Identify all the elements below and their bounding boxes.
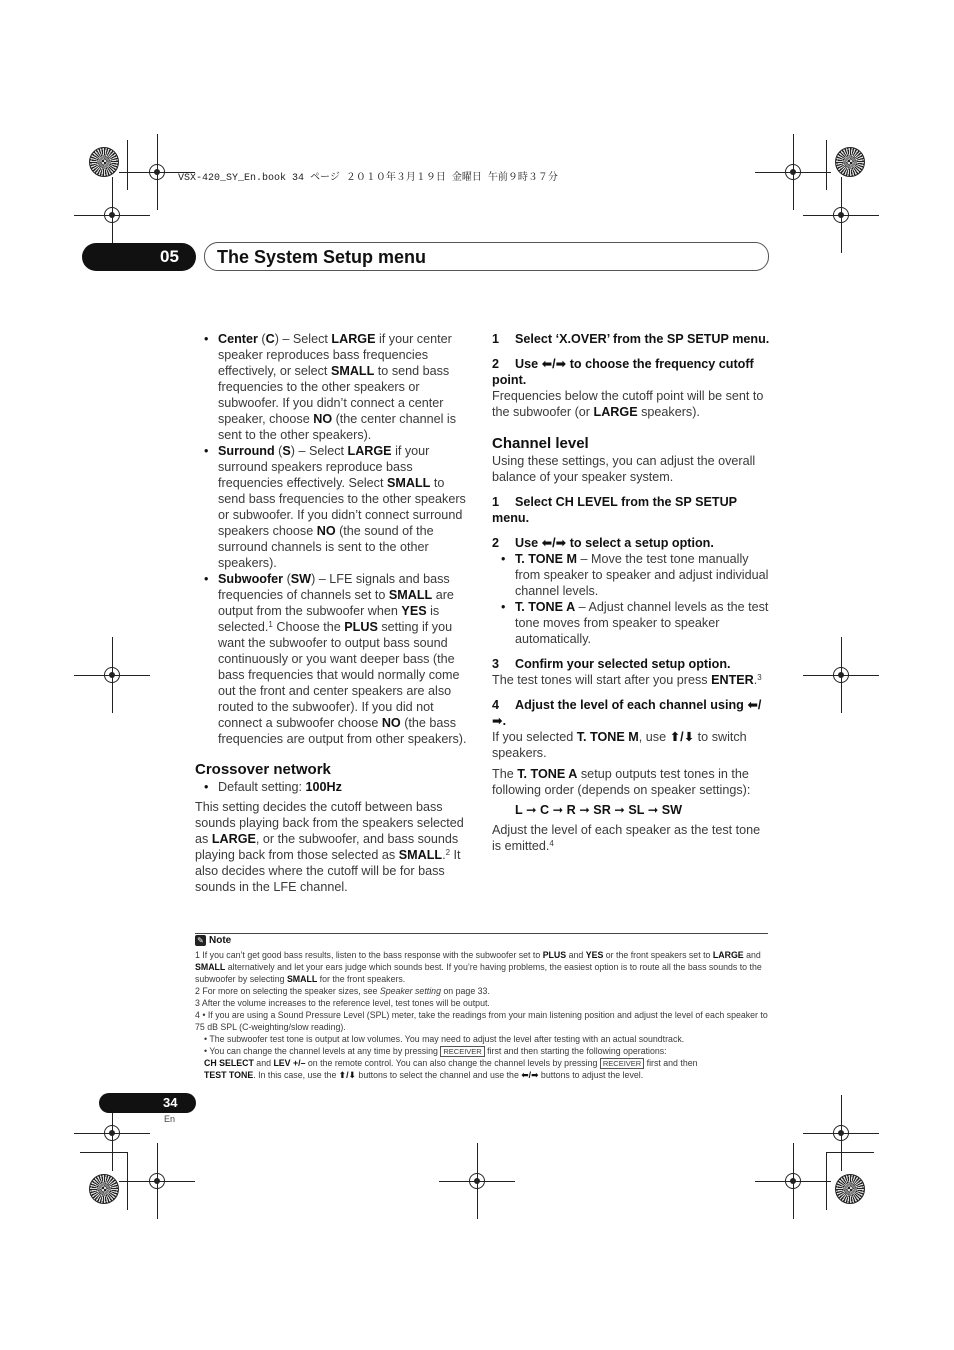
channel-step-4: 4 Adjust the level of each channel using ⬅/➡. <box>492 698 762 728</box>
bullet-tone-m: • T. TONE M – Move the test tone manually from speaker to speaker and adjust individual channel levels. <box>492 551 770 599</box>
channel-step-3-body: The test tones will start after you press ENTER.$^3$ <box>492 673 762 687</box>
receiver-key: RECEIVER <box>600 1058 644 1069</box>
channel-level-heading: Channel level <box>492 435 589 452</box>
final-text: Adjust the level of each speaker as the test tone is emitted.$^4$ <box>492 823 761 853</box>
page-badge <box>99 1093 196 1113</box>
registration-burst-icon <box>89 1174 119 1204</box>
print-header-line: VSX-420_SY_En.book 34 ページ ２０１０年３月１９日 金曜日 午前９時３７分 <box>178 173 558 184</box>
channel-level-intro: Using these settings, you can adjust the overall balance of your speaker system. <box>492 454 756 484</box>
tone-a-order-text: The T. TONE A setup outputs test tones in the following order (depends on speaker settings): <box>492 767 751 797</box>
registration-burst-icon <box>835 1174 865 1204</box>
bullet-subwoofer: • Subwoofer (SW) – LFE signals and bass frequencies of channels set to SMALL are output from the subwoofer when YES is selected.$^1$ Choose the PLUS setting if you want the subwoofer to output bass sound continuously or you want deeper bass (the bass frequencies that would normally come out the front and center speakers are also routed to the subwoofer). If you did not connect a subwoofer choose NO (the bass frequencies are output from other speakers). <box>195 571 470 747</box>
crossover-description: This setting decides the cutoff between bass sounds playing back from the speakers selected as LARGE, or the subwoofer, and bass sounds playing back from those selected as SMALL.$^2$ It also decides where the cutoff will be for bass sounds in the LFE channel. <box>195 800 464 894</box>
footnote-2: 2 For more on selecting the speaker sizes, see Speaker setting on page 33. <box>195 986 490 997</box>
step-2: 2 Use ⬅/➡ to choose the frequency cutoff point. <box>492 357 754 387</box>
right-column <box>492 331 770 854</box>
registration-burst-icon <box>835 147 865 177</box>
step-1: 1 Select ‘X.OVER’ from the SP SETUP menu. <box>492 332 770 346</box>
footnote-4a: 4 • If you are using a Sound Pressure Level (SPL) meter, take the readings from your main listening position and adjust the level of each speaker to 75 dB SPL (C-weighting/slow reading). <box>195 1010 768 1033</box>
channel-step-3: 3 Confirm your selected setup option. <box>492 657 731 671</box>
footnote-1: 1 If you can’t get good bass results, listen to the bass response with the subwoofer set to PLUS and YES or the front speakers set to LARGE and SMALL alternatively and let your ears judge which sounds best. If you’re having problems, the easiest option is to route all the bass sounds to the subwoofer by selecting SMALL for the front speakers. <box>195 950 762 985</box>
note-icon: ✎ <box>195 935 206 946</box>
default-setting: • Default setting: 100Hz <box>195 779 470 795</box>
footnote-4d: CH SELECT and LEV +/– on the remote control. You can also change the channel levels by pressing RECEIVER first and then <box>204 1058 698 1069</box>
chapter-title: The System Setup menu <box>217 247 427 267</box>
bullet-tone-a: • T. TONE A – Adjust channel levels as the test tone moves from speaker to speaker automatically. <box>492 599 770 647</box>
notes-label: ✎ Note <box>195 935 768 947</box>
footnote-4c: • You can change the channel levels at any time by pressing RECEIVER first and then starting the following operations: <box>204 1046 667 1057</box>
bullet-center: • Center (C) – Select LARGE if your center speaker reproduces bass frequencies effectively, or select SMALL to send bass frequencies to the other speakers or subwoofer. If you didn’t connect a center speaker, choose NO (the center channel is sent to the other speakers). <box>195 331 470 443</box>
chapter-number: 05 <box>160 247 179 266</box>
channel-step-1: 1 Select CH LEVEL from the SP SETUP menu. <box>492 495 737 525</box>
crossover-heading: Crossover network <box>195 761 331 778</box>
footnotes <box>195 933 768 1081</box>
receiver-key: RECEIVER <box>440 1046 484 1057</box>
left-column <box>195 331 470 895</box>
channel-step-2: 2 Use ⬅/➡ to select a setup option. <box>492 536 714 550</box>
step-2-body: Frequencies below the cutoff point will be sent to the subwoofer (or LARGE speakers). <box>492 389 764 419</box>
footnote-3: 3 After the volume increases to the reference level, test tones will be output. <box>195 998 490 1009</box>
page-number: 34 <box>163 1095 178 1110</box>
crop-mark <box>826 140 827 190</box>
speaker-order: L ➞ C ➞ R ➞ SR ➞ SL ➞ SW <box>515 803 683 817</box>
footnote-4b: • The subwoofer test tone is output at low volumes. You may need to adjust the level after testing with an actual soundtrack. <box>204 1034 685 1045</box>
footnote-4e: TEST TONE. In this case, use the ⬆/⬇ buttons to select the channel and use the ⬅/➡ buttons to adjust the level. <box>204 1070 644 1081</box>
crop-mark <box>80 1152 128 1153</box>
bullet-surround: • Surround (S) – Select LARGE if your surround speakers reproduce bass frequencies effectively. Select SMALL to send bass frequencies to the other speakers or subwoofer. If you didn’t connect surround speakers choose NO (the sound of the surround channels is sent to the other speakers). <box>195 443 470 571</box>
crop-mark <box>826 1152 874 1153</box>
crop-mark <box>127 140 128 190</box>
registration-burst-icon <box>89 147 119 177</box>
page-language: En <box>164 1114 176 1124</box>
crop-mark <box>127 1152 128 1210</box>
channel-step-4-body: If you selected T. TONE M, use ⬆/⬇ to switch speakers. <box>492 730 747 760</box>
crop-mark <box>826 1152 827 1210</box>
